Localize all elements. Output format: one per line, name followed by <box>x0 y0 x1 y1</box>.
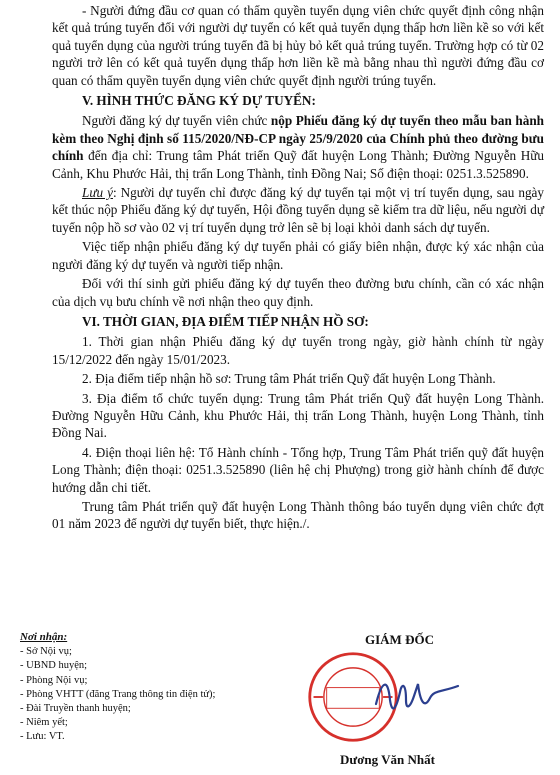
paragraph-closing: Trung tâm Phát triển quỹ đất huyện Long Thành thông báo tuyển dụng viên chức đợt 01 năm 2023 để người dự tuyển biết, thực hiện./. <box>52 498 544 532</box>
signer-title: GIÁM ĐỐC <box>365 632 434 647</box>
recipient-item: - Phòng Nội vụ; <box>20 674 88 686</box>
note-label: Lưu ý <box>82 185 113 201</box>
paragraph-registration <box>52 112 544 182</box>
recipient-item: - Đài Truyền thanh huyện; <box>20 703 131 715</box>
paragraph-postal: Đối với thí sinh gửi phiếu đăng ký dự tuyển theo đường bưu chính, cần có xác nhận của dịch vụ bưu chính về nơi nhận theo quy định. <box>52 276 544 309</box>
section-heading-6: VI. THỜI GIAN, ĐỊA ĐIỂM TIẾP NHẬN HỒ SƠ: <box>82 313 369 329</box>
paragraph-note <box>52 184 544 236</box>
list-item-time: 1. Thời gian nhận Phiếu đăng ký dự tuyển trong ngày, giờ hành chính từ ngày 15/12/2022 đến ngày 15/01/2023. <box>52 334 544 367</box>
list-item-contact: 4. Điện thoại liên hệ: Tổ Hành chính - Tổng hợp, Trung Tâm Phát triển quỹ đất huyện Long Thành; điện thoại: 0251.3.525890 (liên hệ chị Phượng) trong giờ hành chính để được hướng dẫn chi tiết. <box>52 444 544 495</box>
list-item-venue: 3. Địa điểm tổ chức tuyển dụng: Trung tâm Phát triển Quỹ đất huyện Long Thành. Đường Nguyễn Hữu Cảnh, khu Phước Hải, thị trấn Long Thành, huyện Long Thành, tỉnh Đồng Nai. <box>52 390 544 441</box>
recipient-item: - Sở Nội vụ; <box>20 646 72 658</box>
recipients-block <box>20 630 270 745</box>
paragraph-disqualification: - Người đứng đầu cơ quan có thẩm quyền tuyển dụng viên chức quyết định công nhận kết quả trúng tuyển đối với người dự tuyển có kết quả tuyển dụng thấp hơn liền kề so với kết quả tuyển dụng của người trúng tuyển đã bị hủy bỏ kết quả trúng tuyển. Trường hợp có từ 02 người trở lên có kết quả tuyển dụng thấp hơn liền kề mà bằng nhau thì người đứng đầu cơ quan có thẩm quyền tuyển dụng viên chức quyết định người trúng tuyển. <box>52 3 544 88</box>
recipient-item: - UBND huyện; <box>20 660 88 672</box>
registration-text-b: đến địa chỉ: Trung tâm Phát triển Quỹ đất huyện Long Thành; Đường Nguyễn Hữu Cảnh, Khu Phước Hải, thị trấn Long Thành, tỉnh Đồng Nai; Số điện thoại: 0251.3.525890. <box>52 148 544 181</box>
handwritten-signature-icon <box>372 670 462 720</box>
recipient-item: - Phòng VHTT (đăng Trang thông tin điện tử); <box>20 688 216 700</box>
paragraph-receipt: Việc tiếp nhận phiếu đăng ký dự tuyển phải có giấy biên nhận, được ký xác nhận của người đăng ký dự tuyển và người tiếp nhận. <box>52 239 544 272</box>
signer-name: Dương Văn Nhất <box>340 752 435 767</box>
signature-block <box>300 632 550 772</box>
list-item-place: 2. Địa điểm tiếp nhận hồ sơ: Trung tâm Phát triển Quỹ đất huyện Long Thành. <box>82 371 496 387</box>
document-body <box>52 2 544 535</box>
section-heading-5: V. HÌNH THỨC ĐĂNG KÝ DỰ TUYỂN: <box>82 93 316 109</box>
recipient-item: - Niêm yết; <box>20 717 68 729</box>
registration-text-bold: nộp Phiếu đăng ký dự tuyển theo mẫu ban hành kèm theo Nghị định số 115/2020/NĐ-CP ngày 25/9/2020 của Chính phủ theo đường bưu chính <box>52 113 544 164</box>
document-footer <box>0 630 560 775</box>
signature-stroke <box>376 684 458 708</box>
note-text: : Người dự tuyển chỉ được đăng ký dự tuyển tại một vị trí tuyển dụng, sau ngày kết thúc nộp Phiếu đăng ký dự tuyển, Hội đồng tuyển dụng sẽ kiểm tra dữ liệu, nếu người dự tuyển nộp hồ sơ vào 02 vị trí tuyển dụng trở lên sẽ bị loại khỏi danh sách dự tuyển. <box>52 185 544 235</box>
registration-text-a: Người đăng ký dự tuyển viên chức <box>82 113 271 129</box>
recipient-item: - Lưu: VT. <box>20 731 65 743</box>
recipients-title: Nơi nhận: <box>20 631 68 643</box>
